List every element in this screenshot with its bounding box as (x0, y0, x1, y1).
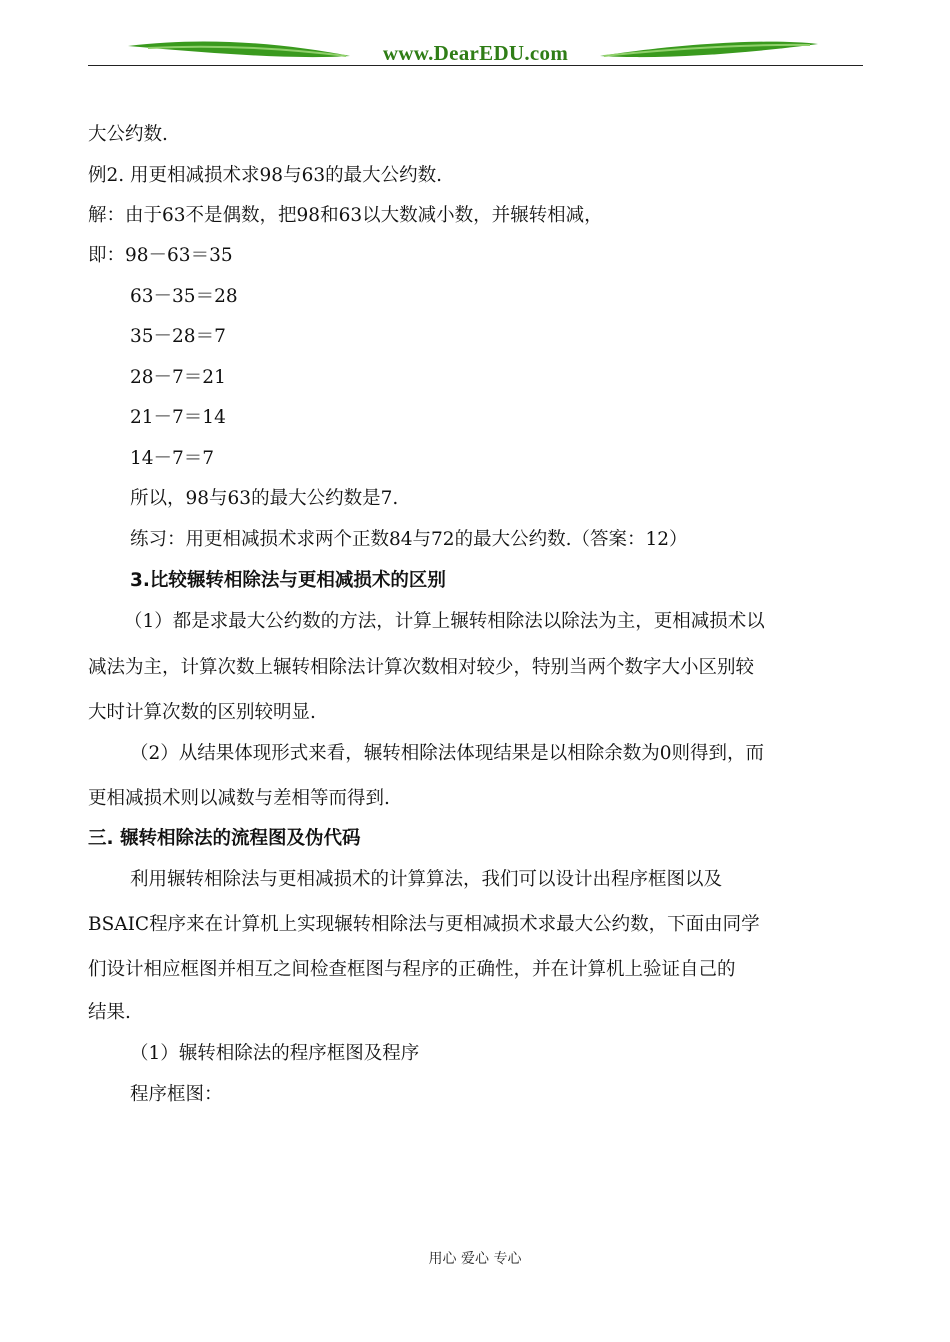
section-heading: 3.比较辗转相除法与更相减损术的区别 (130, 570, 446, 591)
equation-line: 21－7＝14 (130, 407, 226, 428)
page-header (88, 38, 863, 72)
equation-line: 即：98－63＝35 (88, 245, 233, 266)
text-line: 大公约数. (88, 124, 168, 145)
paragraph-line: （2）从结果体现形式来看，辗转相除法体现结果是以相除余数为0则得到，而 (130, 743, 765, 764)
paragraph-line: 结果. (88, 1002, 131, 1023)
exercise-line: 练习：用更相减损术求两个正数84与72的最大公约数.（答案：12） (130, 529, 688, 550)
header-rule (88, 65, 863, 66)
section-heading: 三. 辗转相除法的流程图及伪代码 (88, 828, 361, 849)
example-heading: 例2. 用更相减损术求98与63的最大公约数. (88, 165, 442, 186)
paragraph-line: 们设计相应框图并相互之间检查框图与程序的正确性，并在计算机上验证自己的 (88, 959, 736, 980)
paragraph-line: 利用辗转相除法与更相减损术的计算算法，我们可以设计出程序框图以及 (130, 869, 723, 890)
paragraph-line: （1）都是求最大公约数的方法，计算上辗转相除法以除法为主，更相减损术以 (124, 611, 765, 632)
equation-line: 63－35＝28 (130, 286, 238, 307)
equation-line: 35－28＝7 (130, 326, 226, 347)
paragraph-line: 更相减损术则以减数与差相等而得到. (88, 788, 390, 809)
paragraph-line: 减法为主，计算次数上辗转相除法计算次数相对较少，特别当两个数字大小区别较 (88, 657, 755, 678)
text-line: 解：由于63不是偶数，把98和63以大数减小数，并辗转相减， (88, 205, 603, 226)
conclusion-line: 所以，98与63的最大公约数是7. (130, 488, 399, 509)
paragraph-line: BSAIC程序来在计算机上实现辗转相除法与更相减损术求最大公约数，下面由同学 (88, 914, 760, 935)
equation-line: 14－7＝7 (130, 448, 215, 469)
subsection-heading: （1）辗转相除法的程序框图及程序 (130, 1043, 420, 1064)
paragraph-line: 大时计算次数的区别较明显. (88, 702, 316, 723)
site-logo-text: www.DearEDU.com (382, 41, 569, 65)
text-line: 程序框图： (130, 1084, 223, 1105)
page-footer: 用心 爱心 专心 (428, 1251, 522, 1267)
equation-line: 28－7＝21 (130, 367, 226, 388)
